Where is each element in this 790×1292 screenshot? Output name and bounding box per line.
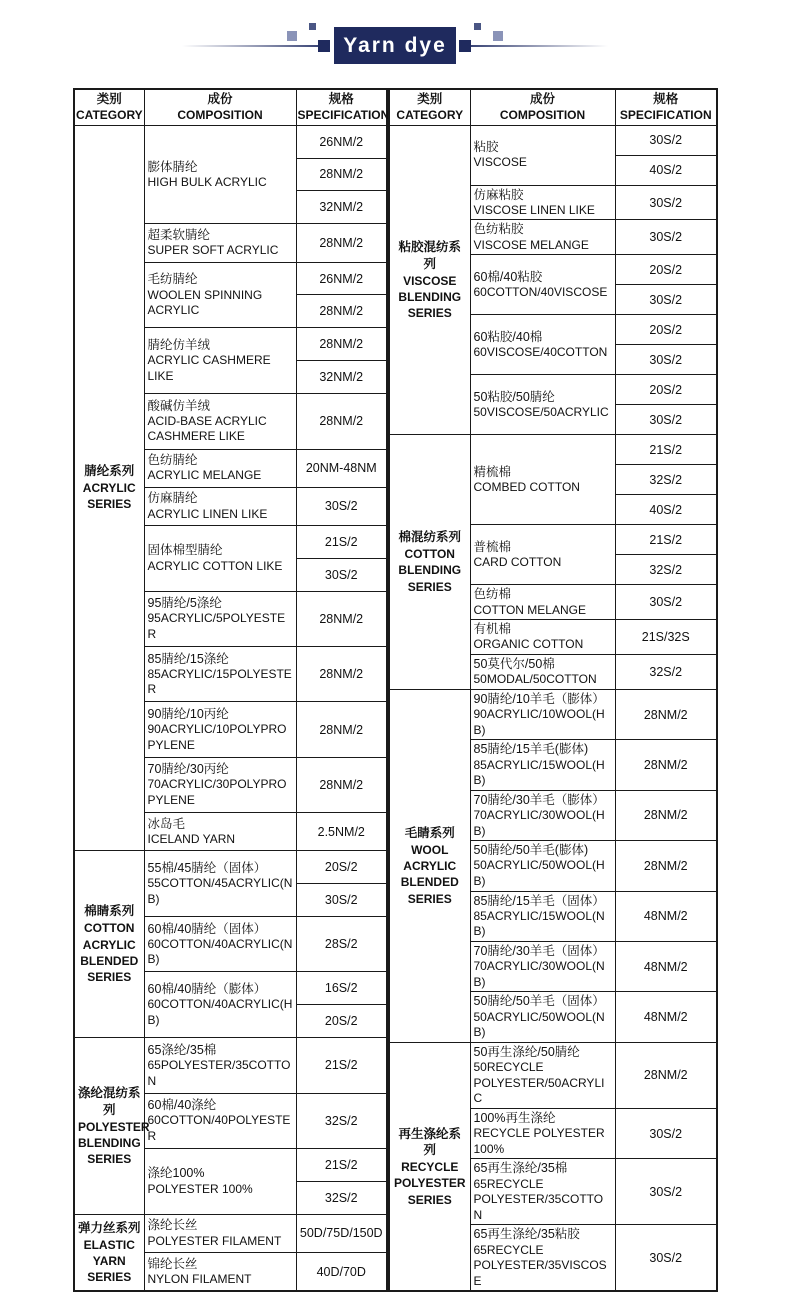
composition-cell (470, 841, 615, 891)
composition-zh: 65涤纶/35棉 (147, 1042, 217, 1057)
composition-cell (470, 185, 615, 220)
composition-en: HIGH BULK ACRYLIC (147, 174, 267, 189)
composition-en: ACRYLIC CASHMERE LIKE (147, 353, 271, 383)
spec-cell: 26NM/2 (296, 262, 387, 295)
composition-cell (144, 917, 296, 972)
composition-zh: 色纺腈纶 (147, 453, 198, 468)
spec-cell: 2.5NM/2 (296, 813, 387, 851)
composition-zh: 粘胶 (473, 140, 499, 155)
composition-zh: 50再生涤纶/50腈纶 (473, 1044, 580, 1059)
composition-en: ORGANIC COTTON (473, 637, 584, 652)
category-en: COTTON ACRYLIC BLENDED SERIES (80, 921, 139, 984)
composition-zh: 95腈纶/5涤纶 (147, 596, 222, 611)
spec-cell: 32S/2 (615, 555, 717, 585)
header-row (389, 89, 717, 125)
composition-en: COTTON MELANGE (473, 602, 586, 617)
composition-cell (144, 702, 296, 757)
composition-zh: 膨体腈纶 (147, 159, 198, 174)
spec-cell: 28NM/2 (296, 757, 387, 812)
table-row (389, 1042, 717, 1108)
composition-zh: 65再生涤纶/35棉 (473, 1161, 568, 1176)
spec-cell: 28NM/2 (296, 591, 387, 646)
composition-en: POLYESTER FILAMENT (147, 1233, 282, 1248)
composition-cell (144, 525, 296, 591)
composition-zh: 60棉/40粘胶 (473, 269, 543, 284)
composition-en: VISCOSE (473, 155, 527, 170)
composition-cell (470, 255, 615, 315)
spec-cell: 30S/2 (615, 585, 717, 620)
spec-cell: 20NM-48NM (296, 449, 387, 487)
composition-cell (470, 1225, 615, 1292)
composition-cell (470, 655, 615, 690)
spec-cell: 21S/2 (615, 525, 717, 555)
spec-cell: 28NM/2 (615, 790, 717, 840)
composition-zh: 90腈纶/10丙纶 (147, 706, 229, 721)
composition-cell (144, 813, 296, 851)
composition-zh: 70腈纶/30丙纶 (147, 762, 229, 777)
spec-cell: 20S/2 (615, 315, 717, 345)
spec-cell: 30S/2 (615, 125, 717, 155)
composition-zh: 70腈纶/30羊毛（膨体） (473, 792, 605, 807)
composition-cell (144, 757, 296, 812)
composition-cell (470, 375, 615, 435)
composition-zh: 85腈纶/15羊毛(膨体) (473, 742, 589, 757)
spec-cell: 28NM/2 (615, 1042, 717, 1108)
spec-cell: 48NM/2 (615, 992, 717, 1042)
right-table (388, 88, 718, 1292)
composition-en: 50ACRYLIC/50WOOL(NB) (473, 1009, 605, 1040)
spec-cell: 48NM/2 (615, 942, 717, 992)
composition-zh: 85腈纶/15涤纶 (147, 651, 229, 666)
composition-zh: 冰岛毛 (147, 816, 186, 831)
spec-cell: 28NM/2 (615, 740, 717, 790)
composition-en: 90ACRYLIC/10WOOL(HB) (473, 707, 605, 737)
composition-zh: 60棉/40腈纶（固体） (147, 921, 267, 936)
composition-zh: 锦纶长丝 (147, 1256, 198, 1271)
spec-cell: 21S/2 (296, 525, 387, 558)
composition-zh: 100%再生涤纶 (473, 1110, 556, 1125)
decor-square-icon (309, 23, 316, 30)
composition-en: ACRYLIC MELANGE (147, 468, 262, 483)
composition-cell (470, 891, 615, 941)
category-en: VISCOSE BLENDING SERIES (398, 273, 462, 320)
composition-cell (144, 1214, 296, 1252)
spec-cell: 28NM/2 (296, 295, 387, 328)
category-zh: 棉混纺系列 (398, 530, 461, 545)
composition-cell (144, 1038, 296, 1093)
header-category: 类别 CATEGORY (389, 89, 470, 125)
spec-cell: 30S/2 (296, 487, 387, 525)
composition-cell (144, 449, 296, 487)
composition-en: RECYCLE POLYESTER 100% (473, 1126, 605, 1156)
composition-zh: 色纺粘胶 (473, 222, 524, 237)
spec-cell: 30S/2 (615, 1159, 717, 1225)
header-composition: 成份 COMPOSITION (144, 89, 296, 125)
spec-cell: 20S/2 (296, 1005, 387, 1038)
table-row (74, 1038, 387, 1093)
composition-cell (144, 591, 296, 646)
composition-en: 60COTTON/40VISCOSE (473, 285, 608, 300)
spec-cell: 32S/2 (296, 1093, 387, 1148)
category-cell (74, 1038, 150, 1214)
category-zh: 腈纶系列 (84, 464, 135, 479)
spec-cell: 21S/2 (615, 435, 717, 465)
composition-zh: 85腈纶/15羊毛（固体） (473, 893, 605, 908)
composition-cell (144, 1252, 296, 1291)
spec-cell: 32S/2 (615, 465, 717, 495)
composition-cell (470, 525, 615, 585)
decor-square-icon (318, 40, 330, 52)
composition-zh: 仿麻腈纶 (147, 491, 198, 506)
composition-en: 60VISCOSE/40COTTON (473, 345, 608, 360)
composition-cell (144, 972, 296, 1038)
composition-en: COMBED COTTON (473, 480, 580, 495)
spec-cell: 28S/2 (296, 917, 387, 972)
spec-cell: 30S/2 (296, 884, 387, 917)
decor-square-icon (493, 31, 503, 41)
spec-cell: 40S/2 (615, 495, 717, 525)
header-specification: 规格 SPECIFICATION (296, 89, 387, 125)
composition-zh: 精梳棉 (473, 464, 512, 479)
composition-zh: 60粘胶/40棉 (473, 329, 543, 344)
title-decor-line-left (182, 45, 330, 47)
header-composition: 成份 COMPOSITION (470, 89, 615, 125)
spec-cell: 20S/2 (615, 375, 717, 405)
composition-cell (470, 1159, 615, 1225)
table-row (74, 1214, 387, 1252)
composition-cell (144, 394, 296, 449)
composition-en: 55COTTON/45ACRYLIC(NB) (147, 876, 293, 906)
spec-cell: 16S/2 (296, 972, 387, 1005)
composition-cell (144, 851, 296, 917)
title-band (0, 0, 790, 88)
composition-zh: 腈纶仿羊绒 (147, 338, 211, 353)
composition-cell (470, 220, 615, 255)
composition-zh: 55棉/45腈纶（固体） (147, 860, 267, 875)
table-row (389, 689, 717, 739)
composition-cell (144, 1148, 296, 1214)
spec-cell: 21S/2 (296, 1038, 387, 1093)
composition-cell (470, 585, 615, 620)
category-cell (389, 1042, 470, 1291)
composition-en: POLYESTER 100% (147, 1181, 253, 1196)
composition-cell (470, 125, 615, 185)
category-zh: 弹力丝系列 (78, 1220, 141, 1235)
composition-en: 65RECYCLE POLYESTER/35VISCOSE (473, 1242, 607, 1288)
header-row (74, 89, 387, 125)
spec-cell: 30S/2 (615, 345, 717, 375)
composition-zh: 50腈纶/50羊毛(膨体) (473, 843, 589, 858)
decor-square-icon (474, 23, 481, 30)
category-en: POLYESTER BLENDING SERIES (78, 1119, 150, 1166)
composition-en: 60COTTON/40ACRYLIC(NB) (147, 936, 293, 967)
spec-cell: 30S/2 (296, 558, 387, 591)
spec-cell: 40D/70D (296, 1252, 387, 1291)
composition-en: 60COTTON/40ACRYLIC(HB) (147, 997, 293, 1027)
category-cell (389, 435, 470, 690)
spec-cell: 30S/2 (615, 405, 717, 435)
spec-cell: 28NM/2 (296, 158, 387, 191)
composition-zh: 50腈纶/50羊毛（固体） (473, 994, 605, 1009)
category-zh: 涤纶混纺系列 (78, 1085, 141, 1117)
composition-cell (470, 740, 615, 790)
spec-cell: 28NM/2 (615, 689, 717, 739)
spec-cell: 30S/2 (615, 285, 717, 315)
composition-zh: 酸碱仿羊绒 (147, 398, 211, 413)
composition-cell (470, 1042, 615, 1108)
header-category: 类别 CATEGORY (74, 89, 144, 125)
composition-zh: 50莫代尔/50棉 (473, 657, 555, 671)
composition-cell (144, 487, 296, 525)
header-specification: 规格 SPECIFICATION (615, 89, 717, 125)
composition-zh: 仿麻粘胶 (473, 187, 524, 202)
category-en: COTTON BLENDING SERIES (398, 547, 462, 594)
product-spec-tables (73, 88, 714, 1292)
composition-zh: 50粘胶/50腈纶 (473, 389, 555, 404)
composition-en: VISCOSE MELANGE (473, 237, 589, 252)
composition-cell (470, 942, 615, 992)
category-cell (74, 125, 144, 851)
spec-cell: 28NM/2 (296, 224, 387, 262)
composition-en: 50ACRYLIC/50WOOL(HB) (473, 858, 605, 888)
spec-cell: 28NM/2 (615, 841, 717, 891)
composition-en: 85ACRYLIC/15WOOL(NB) (473, 908, 605, 939)
composition-en: 65POLYESTER/35COTTON (147, 1057, 291, 1088)
decor-square-icon (459, 40, 471, 52)
title-decor-line-right (460, 45, 608, 47)
category-en: ELASTIC YARN SERIES (83, 1237, 135, 1285)
composition-en: 50RECYCLE POLYESTER/50ACRYLIC (473, 1060, 605, 1106)
spec-cell: 32NM/2 (296, 191, 387, 224)
composition-en: 70ACRYLIC/30POLYPROPYLENE (147, 777, 287, 808)
composition-cell (470, 315, 615, 375)
table-row (74, 125, 387, 158)
spec-cell: 32NM/2 (296, 361, 387, 394)
spec-cell: 28NM/2 (296, 647, 387, 702)
spec-cell: 21S/32S (615, 620, 717, 655)
table-row (389, 125, 717, 155)
composition-cell (470, 1108, 615, 1158)
category-zh: 棉睛系列 (84, 904, 135, 919)
composition-zh: 涤纶长丝 (147, 1218, 198, 1233)
composition-en: 70ACRYLIC/30WOOL(NB) (473, 959, 605, 989)
composition-en: 50MODAL/50COTTON (473, 672, 597, 687)
spec-cell: 28NM/2 (296, 394, 387, 449)
composition-zh: 65再生涤纶/35粘胶 (473, 1227, 580, 1242)
spec-cell: 28NM/2 (296, 328, 387, 361)
composition-en: 65RECYCLE POLYESTER/35COTTON (473, 1176, 604, 1222)
composition-en: 60COTTON/40POLYESTER (147, 1113, 291, 1143)
composition-cell (470, 435, 615, 525)
spec-cell: 32S/2 (296, 1181, 387, 1214)
category-cell (74, 1214, 144, 1291)
composition-cell (144, 647, 296, 702)
category-en: ACRYLIC SERIES (82, 481, 136, 512)
spec-cell: 20S/2 (296, 851, 387, 884)
category-zh: 粘胶混纺系列 (398, 239, 461, 271)
composition-cell (144, 262, 296, 328)
composition-en: ACRYLIC LINEN LIKE (147, 506, 268, 521)
composition-en: 85ACRYLIC/15POLYESTER (147, 666, 292, 697)
composition-en: NYLON FILAMENT (147, 1272, 252, 1287)
composition-en: CARD COTTON (473, 555, 562, 570)
spec-cell: 40S/2 (615, 155, 717, 185)
composition-cell (144, 224, 296, 262)
composition-cell (470, 992, 615, 1042)
composition-zh: 超柔软腈纶 (147, 228, 211, 243)
composition-zh: 固体棉型腈纶 (147, 543, 223, 558)
table-row (74, 851, 387, 884)
composition-zh: 60棉/40涤纶 (147, 1098, 217, 1113)
category-cell (389, 689, 470, 1042)
composition-zh: 毛纺腈纶 (147, 272, 198, 287)
decor-square-icon (287, 31, 297, 41)
spec-cell: 32S/2 (615, 655, 717, 690)
composition-cell (470, 620, 615, 655)
spec-cell: 28NM/2 (296, 702, 387, 757)
category-cell (74, 851, 144, 1038)
table-row (389, 435, 717, 465)
composition-zh: 有机棉 (473, 622, 512, 637)
composition-zh: 普梳棉 (473, 539, 512, 554)
composition-cell (144, 328, 296, 394)
composition-zh: 60棉/40腈纶（膨体） (147, 982, 267, 997)
composition-zh: 70腈纶/30羊毛（固体） (473, 944, 605, 959)
composition-cell (144, 1093, 296, 1148)
composition-cell (470, 790, 615, 840)
composition-en: 95ACRYLIC/5POLYESTER (147, 611, 286, 642)
composition-zh: 90腈纶/10羊毛（膨体） (473, 691, 605, 706)
category-en: RECYCLE POLYESTER SERIES (393, 1160, 466, 1207)
spec-cell: 50D/75D/150D (296, 1214, 387, 1252)
category-zh: 毛睛系列 (404, 826, 455, 841)
spec-cell: 20S/2 (615, 255, 717, 285)
spec-cell: 30S/2 (615, 185, 717, 220)
composition-en: SUPER SOFT ACRYLIC (147, 243, 279, 258)
composition-en: ICELAND YARN (147, 832, 236, 847)
composition-zh: 涤纶100% (147, 1166, 205, 1181)
category-zh: 再生涤纶系列 (398, 1126, 461, 1158)
composition-en: WOOLEN SPINNING ACRYLIC (147, 287, 263, 318)
composition-en: ACRYLIC COTTON LIKE (147, 558, 283, 573)
composition-en: VISCOSE LINEN LIKE (473, 202, 595, 217)
spec-cell: 48NM/2 (615, 891, 717, 941)
category-en: WOOL ACRYLIC BLENDED SERIES (400, 842, 459, 906)
composition-cell (144, 125, 296, 224)
composition-en: 70ACRYLIC/30WOOL(HB) (473, 807, 605, 838)
page-title: Yarn dye (334, 27, 456, 64)
composition-en: 85ACRYLIC/15WOOL(HB) (473, 757, 605, 788)
left-table (73, 88, 388, 1292)
spec-cell: 21S/2 (296, 1148, 387, 1181)
composition-zh: 色纺棉 (473, 587, 512, 602)
category-cell (389, 125, 470, 435)
spec-cell: 30S/2 (615, 1225, 717, 1292)
composition-en: 90ACRYLIC/10POLYPROPYLENE (147, 722, 287, 752)
composition-en: 50VISCOSE/50ACRYLIC (473, 405, 609, 420)
spec-cell: 30S/2 (615, 220, 717, 255)
spec-cell: 26NM/2 (296, 125, 387, 158)
spec-cell: 30S/2 (615, 1108, 717, 1158)
composition-en: ACID-BASE ACRYLIC CASHMERE LIKE (147, 413, 267, 444)
composition-cell (470, 689, 615, 739)
